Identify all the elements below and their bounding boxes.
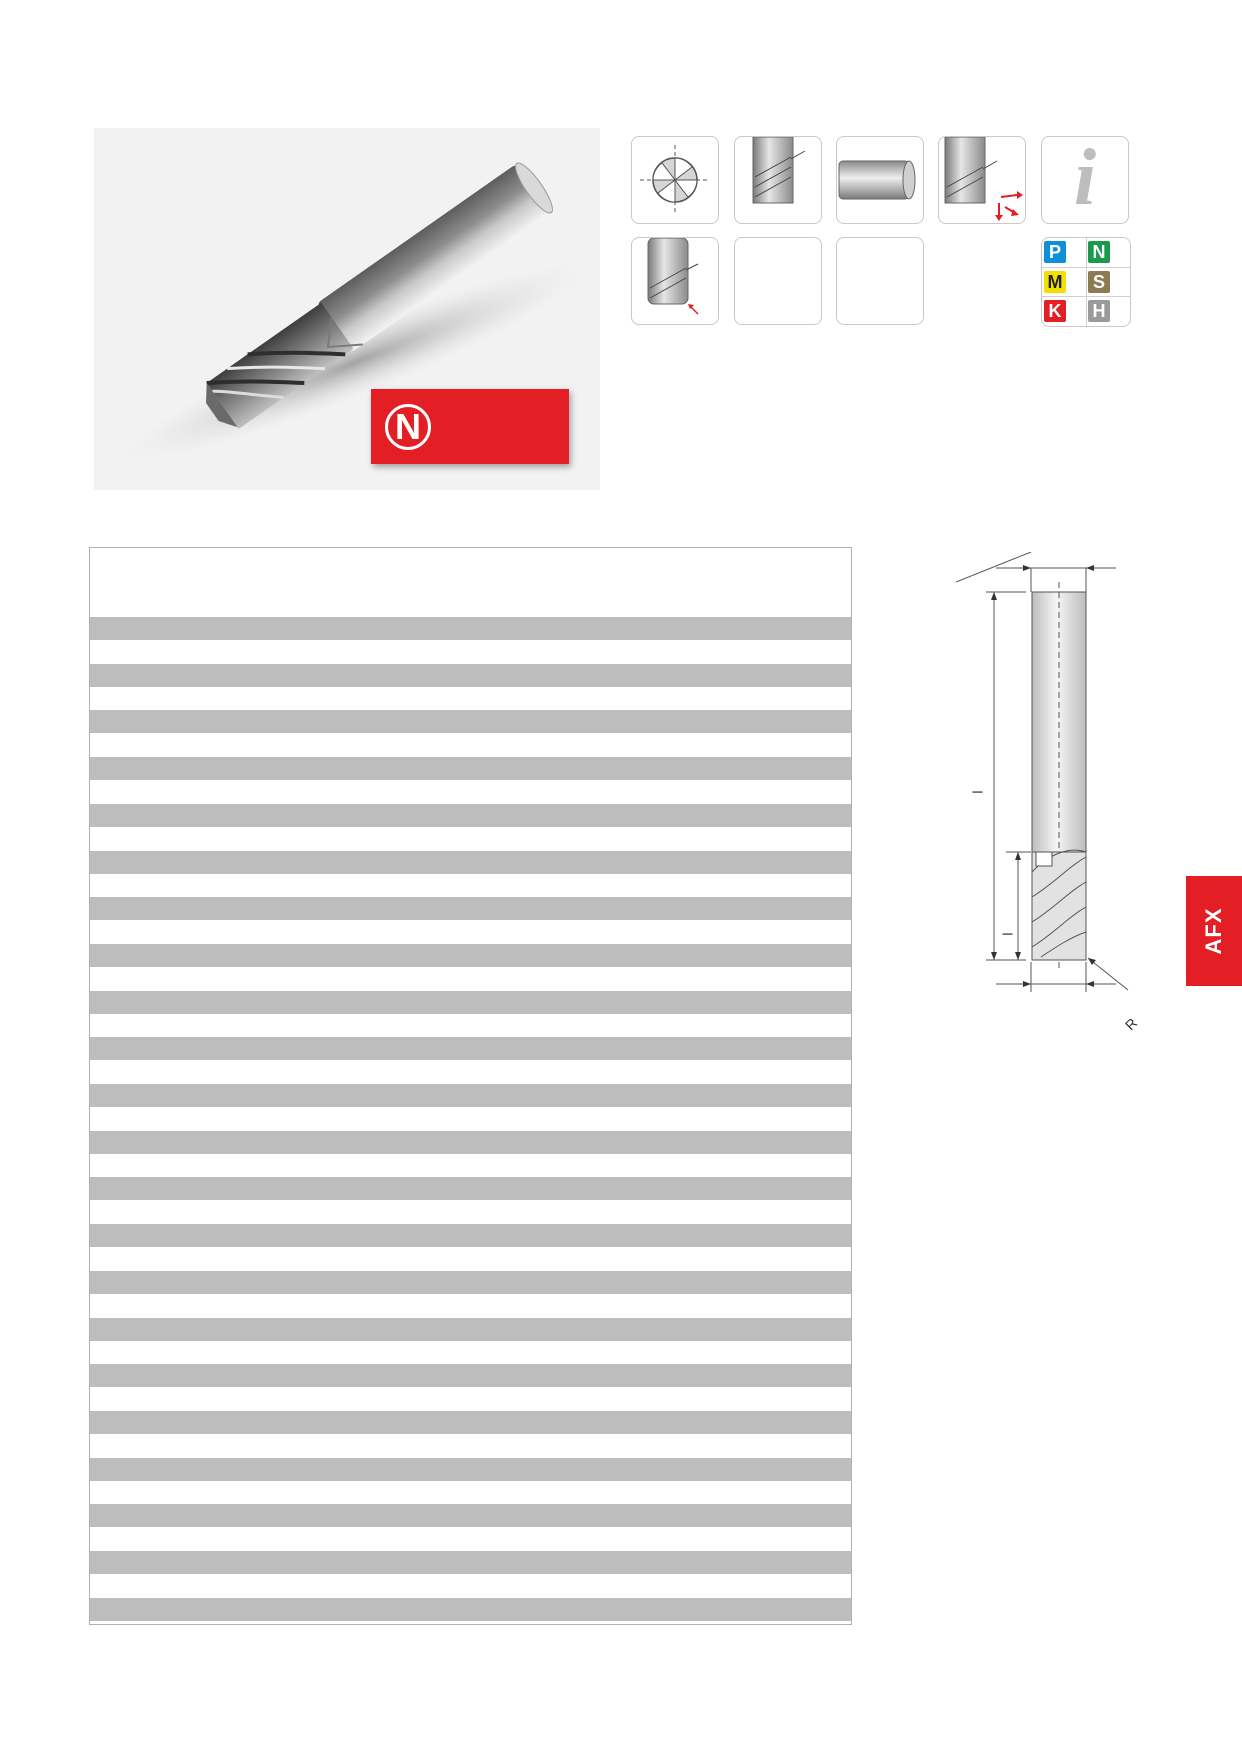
table-row: [90, 1598, 851, 1621]
four-flute-cross-section-icon: [631, 136, 719, 224]
table-row: [90, 1224, 851, 1247]
table-row: [90, 1458, 851, 1481]
info-glyph: i: [1073, 136, 1097, 222]
radius-label: R: [1121, 1014, 1141, 1034]
table-row: [90, 991, 851, 1014]
table-row: [90, 1551, 851, 1574]
material-k: K: [1044, 300, 1066, 322]
table-row: [90, 804, 851, 827]
table-row: [90, 664, 851, 687]
table-row: [90, 1364, 851, 1387]
material-s: S: [1088, 271, 1110, 293]
table-row: [90, 851, 851, 874]
table-row: [90, 1411, 851, 1434]
technical-drawing: [956, 552, 1146, 1042]
cutting-length-label: l: [999, 932, 1016, 936]
table-row: [90, 1271, 851, 1294]
material-p: P: [1044, 241, 1066, 263]
table-row: [90, 1177, 851, 1200]
empty-icon-slot-2: [836, 237, 924, 325]
product-table: [89, 547, 852, 1625]
material-h: H: [1088, 300, 1110, 322]
table-row: [90, 944, 851, 967]
iso-material-chart: [1041, 237, 1131, 327]
table-row: [90, 617, 851, 640]
section-tab-label: AFX: [1201, 907, 1226, 955]
total-length-label: l: [969, 790, 986, 794]
milling-direction-icon: [938, 136, 1026, 224]
empty-icon-slot-1: [734, 237, 822, 325]
material-m: M: [1044, 271, 1066, 293]
helix-angle-icon: [734, 136, 822, 224]
table-row: [90, 1037, 851, 1060]
table-row: [90, 1084, 851, 1107]
table-row: [90, 1504, 851, 1527]
material-group-badge: [371, 389, 569, 464]
table-row: [90, 897, 851, 920]
section-tab[interactable]: [1186, 876, 1242, 986]
cylindrical-shank-icon: [836, 136, 924, 224]
table-row: [90, 1318, 851, 1341]
badge-symbol: N: [385, 404, 431, 450]
table-row: [90, 757, 851, 780]
info-icon: [1041, 136, 1129, 224]
table-row: [90, 710, 851, 733]
corner-radius-icon: [631, 237, 719, 325]
material-n: N: [1088, 241, 1110, 263]
table-row: [90, 1131, 851, 1154]
